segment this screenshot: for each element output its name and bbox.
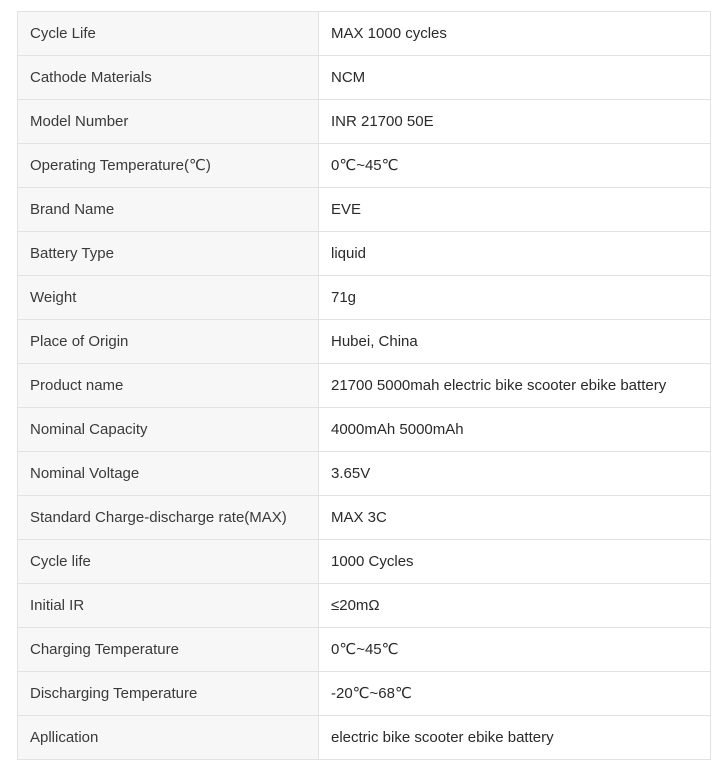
table-row bbox=[18, 320, 711, 364]
spec-label: Apllication bbox=[18, 716, 319, 760]
spec-value: 4000mAh 5000mAh bbox=[319, 408, 711, 452]
spec-label: Cycle Life bbox=[18, 12, 319, 56]
spec-value: electric bike scooter ebike battery bbox=[319, 716, 711, 760]
spec-table bbox=[17, 11, 711, 760]
spec-label: Charging Temperature bbox=[18, 628, 319, 672]
spec-value: -20℃~68℃ bbox=[319, 672, 711, 716]
table-row bbox=[18, 276, 711, 320]
table-row bbox=[18, 100, 711, 144]
spec-value: ≤20mΩ bbox=[319, 584, 711, 628]
spec-value: EVE bbox=[319, 188, 711, 232]
table-row bbox=[18, 188, 711, 232]
spec-value: Hubei, China bbox=[319, 320, 711, 364]
table-row bbox=[18, 408, 711, 452]
spec-value: 3.65V bbox=[319, 452, 711, 496]
spec-label: Nominal Voltage bbox=[18, 452, 319, 496]
spec-value: 1000 Cycles bbox=[319, 540, 711, 584]
spec-value: 0℃~45℃ bbox=[319, 144, 711, 188]
table-row bbox=[18, 452, 711, 496]
spec-label: Brand Name bbox=[18, 188, 319, 232]
spec-value: 0℃~45℃ bbox=[319, 628, 711, 672]
spec-value: INR 21700 50E bbox=[319, 100, 711, 144]
spec-value: 21700 5000mah electric bike scooter ebike battery bbox=[319, 364, 711, 408]
spec-value: liquid bbox=[319, 232, 711, 276]
table-row bbox=[18, 144, 711, 188]
spec-label: Product name bbox=[18, 364, 319, 408]
spec-label: Discharging Temperature bbox=[18, 672, 319, 716]
spec-label: Place of Origin bbox=[18, 320, 319, 364]
table-row bbox=[18, 12, 711, 56]
spec-value: MAX 3C bbox=[319, 496, 711, 540]
table-row bbox=[18, 716, 711, 760]
spec-label: Initial IR bbox=[18, 584, 319, 628]
spec-label: Model Number bbox=[18, 100, 319, 144]
table-row bbox=[18, 628, 711, 672]
table-row bbox=[18, 584, 711, 628]
spec-value: NCM bbox=[319, 56, 711, 100]
spec-value: MAX 1000 cycles bbox=[319, 12, 711, 56]
spec-label: Cycle life bbox=[18, 540, 319, 584]
spec-label: Operating Temperature(℃) bbox=[18, 144, 319, 188]
table-row bbox=[18, 232, 711, 276]
spec-label: Nominal Capacity bbox=[18, 408, 319, 452]
table-row bbox=[18, 56, 711, 100]
table-row bbox=[18, 672, 711, 716]
spec-label: Weight bbox=[18, 276, 319, 320]
spec-value: 71g bbox=[319, 276, 711, 320]
table-row bbox=[18, 364, 711, 408]
table-row bbox=[18, 496, 711, 540]
spec-label: Standard Charge-discharge rate(MAX) bbox=[18, 496, 319, 540]
spec-label: Cathode Materials bbox=[18, 56, 319, 100]
spec-label: Battery Type bbox=[18, 232, 319, 276]
table-row bbox=[18, 540, 711, 584]
